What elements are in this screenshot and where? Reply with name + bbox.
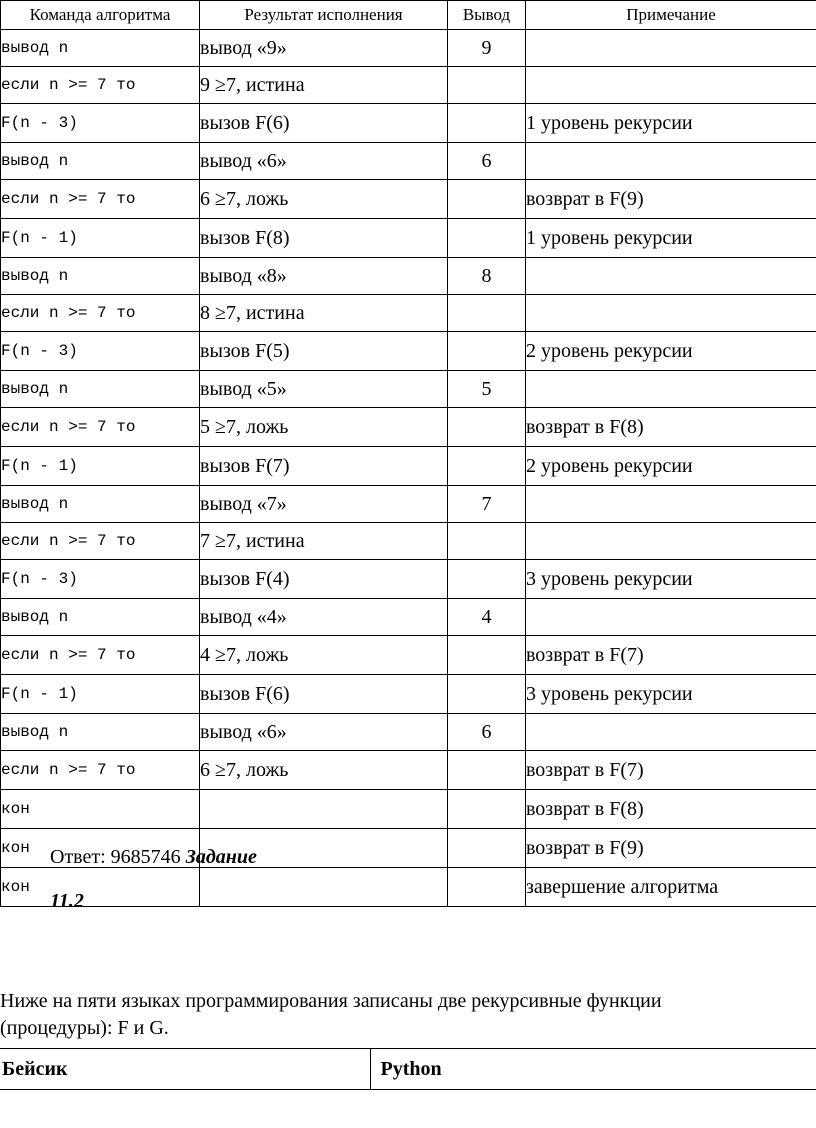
cell-note — [526, 371, 816, 408]
cell-result: вызов F(8) — [200, 219, 448, 258]
cell-output — [448, 219, 526, 258]
cell-command: вывод n — [1, 371, 200, 408]
table-row — [1, 675, 816, 714]
table-row — [1, 486, 816, 523]
table-row — [1, 599, 816, 636]
cell-output — [448, 790, 526, 829]
cell-command: F(n - 1) — [1, 447, 200, 486]
cell-output: 6 — [448, 143, 526, 180]
cell-command: если n >= 7 то — [1, 408, 200, 447]
cell-result: 9 ≥7, истина — [200, 67, 448, 104]
cell-note: возврат в F(9) — [526, 829, 816, 868]
table-row — [1, 751, 816, 790]
intro-line-2: (процедуры): F и G. — [0, 1017, 169, 1039]
cell-result: вывод «7» — [200, 486, 448, 523]
cell-command: если n >= 7 то — [1, 67, 200, 104]
cell-output — [448, 751, 526, 790]
table-row — [1, 295, 816, 332]
cell-command: если n >= 7 то — [1, 523, 200, 560]
cell-result: вывод «9» — [200, 30, 448, 67]
cell-command: если n >= 7 то — [1, 751, 200, 790]
cell-output — [448, 295, 526, 332]
table-row — [1, 143, 816, 180]
cell-result: вывод «8» — [200, 258, 448, 295]
table-row — [1, 219, 816, 258]
trace-table-body — [1, 30, 816, 907]
task-title: Задание — [185, 846, 257, 868]
cell-result: вызов F(4) — [200, 560, 448, 599]
cell-output: 9 — [448, 30, 526, 67]
cell-result: 8 ≥7, истина — [200, 295, 448, 332]
answer-text: Ответ: 9685746 — [50, 846, 186, 868]
cell-command: вывод n — [1, 486, 200, 523]
intro-paragraph — [0, 988, 816, 1042]
cell-output — [448, 675, 526, 714]
cell-output: 8 — [448, 258, 526, 295]
cell-note — [526, 67, 816, 104]
cell-output — [448, 408, 526, 447]
cell-note: 3 уровень рекурсии — [526, 675, 816, 714]
table-row — [1, 523, 816, 560]
cell-command: если n >= 7 то — [1, 636, 200, 675]
header-result: Результат исполнения — [200, 1, 448, 30]
intro-line-1: Ниже на пяти языках программирования записаны две рекурсивные функции — [0, 990, 662, 1012]
cell-output: 5 — [448, 371, 526, 408]
table-row — [1, 67, 816, 104]
cell-note: 1 уровень рекурсии — [526, 219, 816, 258]
cell-result: 6 ≥7, ложь — [200, 751, 448, 790]
cell-command: F(n - 3) — [1, 104, 200, 143]
cell-result — [200, 868, 448, 907]
cell-command: кон — [1, 868, 200, 907]
cell-result: вывод «4» — [200, 599, 448, 636]
cell-note — [526, 295, 816, 332]
cell-command: вывод n — [1, 714, 200, 751]
answer-line — [50, 846, 257, 869]
cell-result: вызов F(6) — [200, 675, 448, 714]
table-row — [1, 714, 816, 751]
cell-note — [526, 30, 816, 67]
cell-command: если n >= 7 то — [1, 295, 200, 332]
table-row — [1, 636, 816, 675]
lang-header-basic: Бейсик — [0, 1049, 370, 1090]
cell-note — [526, 714, 816, 751]
cell-command: если n >= 7 то — [1, 180, 200, 219]
cell-result: вывод «6» — [200, 143, 448, 180]
table-row — [1, 790, 816, 829]
cell-note: 1 уровень рекурсии — [526, 104, 816, 143]
cell-output — [448, 447, 526, 486]
cell-output — [448, 332, 526, 371]
cell-result: 4 ≥7, ложь — [200, 636, 448, 675]
cell-output — [448, 636, 526, 675]
cell-result: вызов F(7) — [200, 447, 448, 486]
table-row — [1, 104, 816, 143]
cell-output — [448, 868, 526, 907]
header-command: Команда алгоритма — [1, 1, 200, 30]
cell-command: F(n - 1) — [1, 219, 200, 258]
cell-result: вывод «6» — [200, 714, 448, 751]
cell-note — [526, 599, 816, 636]
cell-note: возврат в F(8) — [526, 790, 816, 829]
table-row — [1, 408, 816, 447]
cell-command: F(n - 1) — [1, 675, 200, 714]
cell-command: F(n - 3) — [1, 332, 200, 371]
table-row — [1, 371, 816, 408]
table-row — [1, 180, 816, 219]
cell-command: F(n - 3) — [1, 560, 200, 599]
cell-result: 6 ≥7, ложь — [200, 180, 448, 219]
cell-output — [448, 180, 526, 219]
cell-output — [448, 523, 526, 560]
table-row — [1, 868, 816, 907]
table-row — [1, 560, 816, 599]
task-number: 11.2 — [50, 890, 84, 912]
cell-output — [448, 67, 526, 104]
cell-result: вывод «5» — [200, 371, 448, 408]
cell-result: вызов F(6) — [200, 104, 448, 143]
cell-output — [448, 560, 526, 599]
cell-output: 7 — [448, 486, 526, 523]
cell-command: кон — [1, 790, 200, 829]
cell-note: возврат в F(9) — [526, 180, 816, 219]
cell-result: 5 ≥7, ложь — [200, 408, 448, 447]
cell-note: возврат в F(7) — [526, 751, 816, 790]
cell-note: 3 уровень рекурсии — [526, 560, 816, 599]
languages-table — [0, 1048, 816, 1090]
cell-result — [200, 790, 448, 829]
cell-note: завершение алгоритма — [526, 868, 816, 907]
cell-note: возврат в F(7) — [526, 636, 816, 675]
table-row — [1, 258, 816, 295]
cell-note — [526, 258, 816, 295]
cell-result: вызов F(5) — [200, 332, 448, 371]
cell-note — [526, 486, 816, 523]
cell-output: 4 — [448, 599, 526, 636]
cell-note: 2 уровень рекурсии — [526, 332, 816, 371]
cell-command: вывод n — [1, 143, 200, 180]
cell-output — [448, 829, 526, 868]
trace-table-header — [1, 1, 816, 30]
table-row — [1, 447, 816, 486]
table-row — [1, 30, 816, 67]
cell-note: 2 уровень рекурсии — [526, 447, 816, 486]
cell-note: возврат в F(8) — [526, 408, 816, 447]
cell-command: кон — [1, 829, 200, 868]
cell-command: вывод n — [1, 258, 200, 295]
cell-command: вывод n — [1, 30, 200, 67]
cell-note — [526, 523, 816, 560]
cell-note — [526, 143, 816, 180]
header-output: Вывод — [448, 1, 526, 30]
lang-header-python: Python — [370, 1049, 816, 1090]
table-row — [1, 332, 816, 371]
header-note: Примечание — [526, 1, 816, 30]
cell-output — [448, 104, 526, 143]
cell-result: 7 ≥7, истина — [200, 523, 448, 560]
cell-output: 6 — [448, 714, 526, 751]
cell-command: вывод n — [1, 599, 200, 636]
